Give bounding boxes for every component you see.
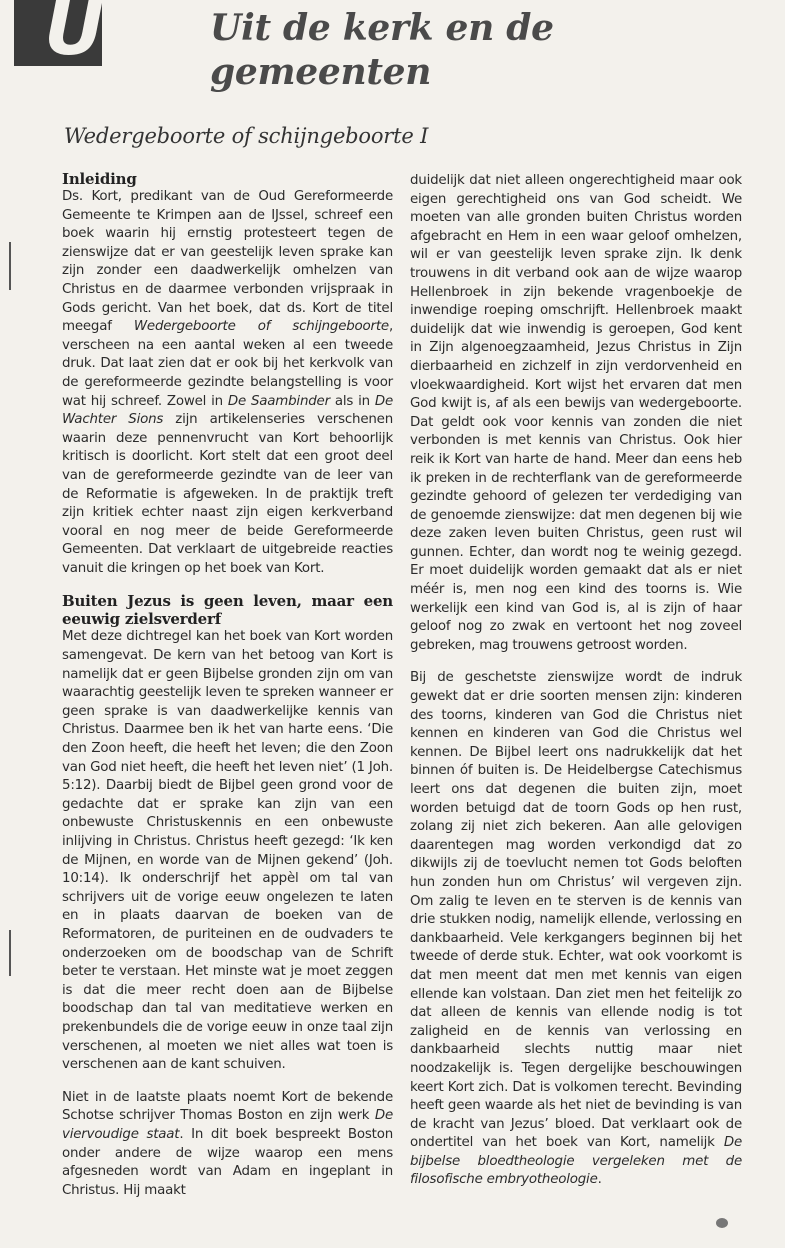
section-logo-letter: U: [44, 0, 105, 72]
section-heading-inleiding: Inleiding: [62, 170, 137, 188]
page-title: Uit de kerk en de gemeenten: [210, 7, 554, 93]
right-column: [410, 172, 742, 1190]
paragraph-right-1: duidelijk dat niet alleen ongerechtigheid maar ook eigen gerechtigheid ons van God scheidt. We moeten van alle gronden buiten Christus worden afgebracht en Hem in een waar geloof omhelzen, wil er van geestelijk leven sprake zijn. Ik denk trouwens in dit verband ook aan de wijze waarop Hellenbroek in zijn bekende vragenboekje de inwendige roeping omschrijft. Hellenbroek maakt duidelijk dat wie inwendig is geroepen, God kent in Zijn algenoegzaamheid, Jezus Christus in Zijn dierbaarheid en zichzelf in zijn verdorvenheid en vloekwaardigheid. Kort wijst het ervaren dat men God kwijt is, af als een bewijs van wedergeboorte. Dat geldt ook voor kennis van zonden die niet verbonden is met kennis van Christus. Ook hier reik ik Kort van harte de hand. Meer dan eens heb ik preken in de rechterflank van de gereformeerde gezindte gehoord of gelezen ter verdediging van de genoemde zienswijze: dat men degenen bij wie deze zaken leven buiten Christus, geen rust wil gunnen. Echter, dan wordt nog te weinig gezegd. Er moet duidelijk worden gemaakt dat als er niet méér is, men nog een kind des toorns is. Wie werkelijk een kind van God is, al is zijn of haar geloof nog zo zwak en vertoont het nog zoveel gebreken, mag trouwens getroost worden.: [410, 173, 742, 653]
paragraph-right-2: Bij de geschetste zienswijze wordt de indruk gewekt dat er drie soorten mensen zijn: kinderen des toorns, kinderen van God die Christus niet kennen en kinderen van God die Christus wel kennen. De Bijbel leert ons nadrukkelijk dat het binnen óf buiten is. De Heidelbergse Catechismus leert ons dat degenen die buiten zijn, moet worden betuigd dat de toorn Gods op hen rust, zolang zij niet zich bekeren. Aan alle gelovigen daarentegen mag worden verkondigd dat zo dikwijls zij de toevlucht nemen tot Gods beloften hun zonden hun om Christus’ wil vergeven zijn. Om zalig te leven en te sterven is de kennis van drie stukken nodig, namelijk ellende, verlossing en dankbaarheid. Vele kerkgangers beginnen bij het tweede of derde stuk. Echter, wat ook voorkomt is dat men meent dat men met kennis van eigen ellende kan volstaan. Dan ziet men het feitelijk zo dat alleen de kennis van ellende nodig is tot zaligheid en de kennis van verlossing en dankbaarheid slechts nuttig maar niet noodzakelijk is. Tegen dergelijke beschouwingen keert Kort zich. Dat is volkomen terecht. Bevinding heeft geen waarde als het niet de bevinding is van de kracht van Jezus’ bloed. Dat verklaart ook de ondertitel van het boek van Kort, namelijk De bijbelse bloedtheologie vergeleken met de filosofische embryotheologie.: [410, 670, 742, 1188]
left-column: [62, 170, 393, 1200]
article-title: Wedergeboorte of schijngeboorte I: [64, 124, 429, 148]
paragraph-inleiding: Ds. Kort, predikant van de Oud Gereformeerde Gemeente te Krimpen aan de IJssel, schreef een boek waarin hij ernstig protesteert tegen de zienswijze dat er van geestelijk leven sprake kan zijn zonder een daadwerkelijk omhelzen van Christus en de daarmee verbonden vrijspraak in Gods gericht. Van het boek, dat ds. Kort de titel meegaf Wedergeboorte of schijngeboorte, verscheen na een aantal weken al een tweede druk. Dat laat zien dat er ook bij het kerkvolk van de gereformeerde gezindte belangstelling is voor wat hij schreef. Zowel in De Saambinder als in De Wachter Sions zijn artikelenseries verschenen waarin deze pennenvrucht van Kort behoorlijk kritisch is doorlicht. Kort stelt dat een groot deel van de gereformeerde gezindte van de leer van de Reformatie is afgeweken. In de praktijk treft zijn kritiek echter naast zijn eigen kerkverband vooral en nog meer de beide Gereformeerde Gemeenten. Dat verklaart de uitgebreide reacties vanuit die kringen op het boek van Kort.: [62, 189, 393, 576]
paragraph-buiten-jezus-2: Niet in de laatste plaats noemt Kort de bekende Schotse schrijver Thomas Boston en zijn werk De viervoudige staat. In dit boek bespreekt Boston onder andere de wijze waarop een mens afgesneden wordt van Adam en ingeplant in Christus. Hij maakt: [62, 1089, 393, 1198]
binding-edge-mark: [9, 242, 11, 290]
page-corner-mark: [716, 1218, 728, 1228]
section-heading-buiten-jezus: Buiten Jezus is geen leven, maar een eeuwig zielsverderf: [62, 592, 393, 629]
paragraph-buiten-jezus-1: Met deze dichtregel kan het boek van Kort worden samengevat. De kern van het betoog van Kort is namelijk dat er geen Bijbelse gronden zijn om van waarachtig geestelijk leven te spreken wanneer er geen sprake is van daadwerkelijke kennis van Christus. Daarmee ben ik het van harte eens. ‘Die den Zoon heeft, die heeft het leven; die den Zoon van God niet heeft, die heeft het leven niet’ (1 Joh. 5:12). Daarbij biedt de Bijbel geen grond voor de gedachte dat er sprake kan zijn van een onbewuste Christuskennis en een onbewuste inlijving in Christus. Christus heeft gezegd: ‘Ik ken de Mijnen, en worde van de Mijnen gekend’ (Joh. 10:14). Ik onderschrijf het appèl om tal van schrijvers uit de vorige eeuw ongelezen te laten en in plaats daarvan de boeken van de Reformatoren, de puriteinen en de oudvaders te onderzoeken om de boodschap van de Schrift beter te verstaan. Het minste wat je moet zeggen is dat die meer recht doen aan de Bijbelse boodschap dan tal van meditatieve werken en prekenbundels die de vorige eeuw in onze taal zijn verschenen, al moeten we niet alles wat toen is verschenen aan de kant schuiven.: [62, 629, 393, 1073]
binding-edge-mark: [9, 930, 11, 976]
